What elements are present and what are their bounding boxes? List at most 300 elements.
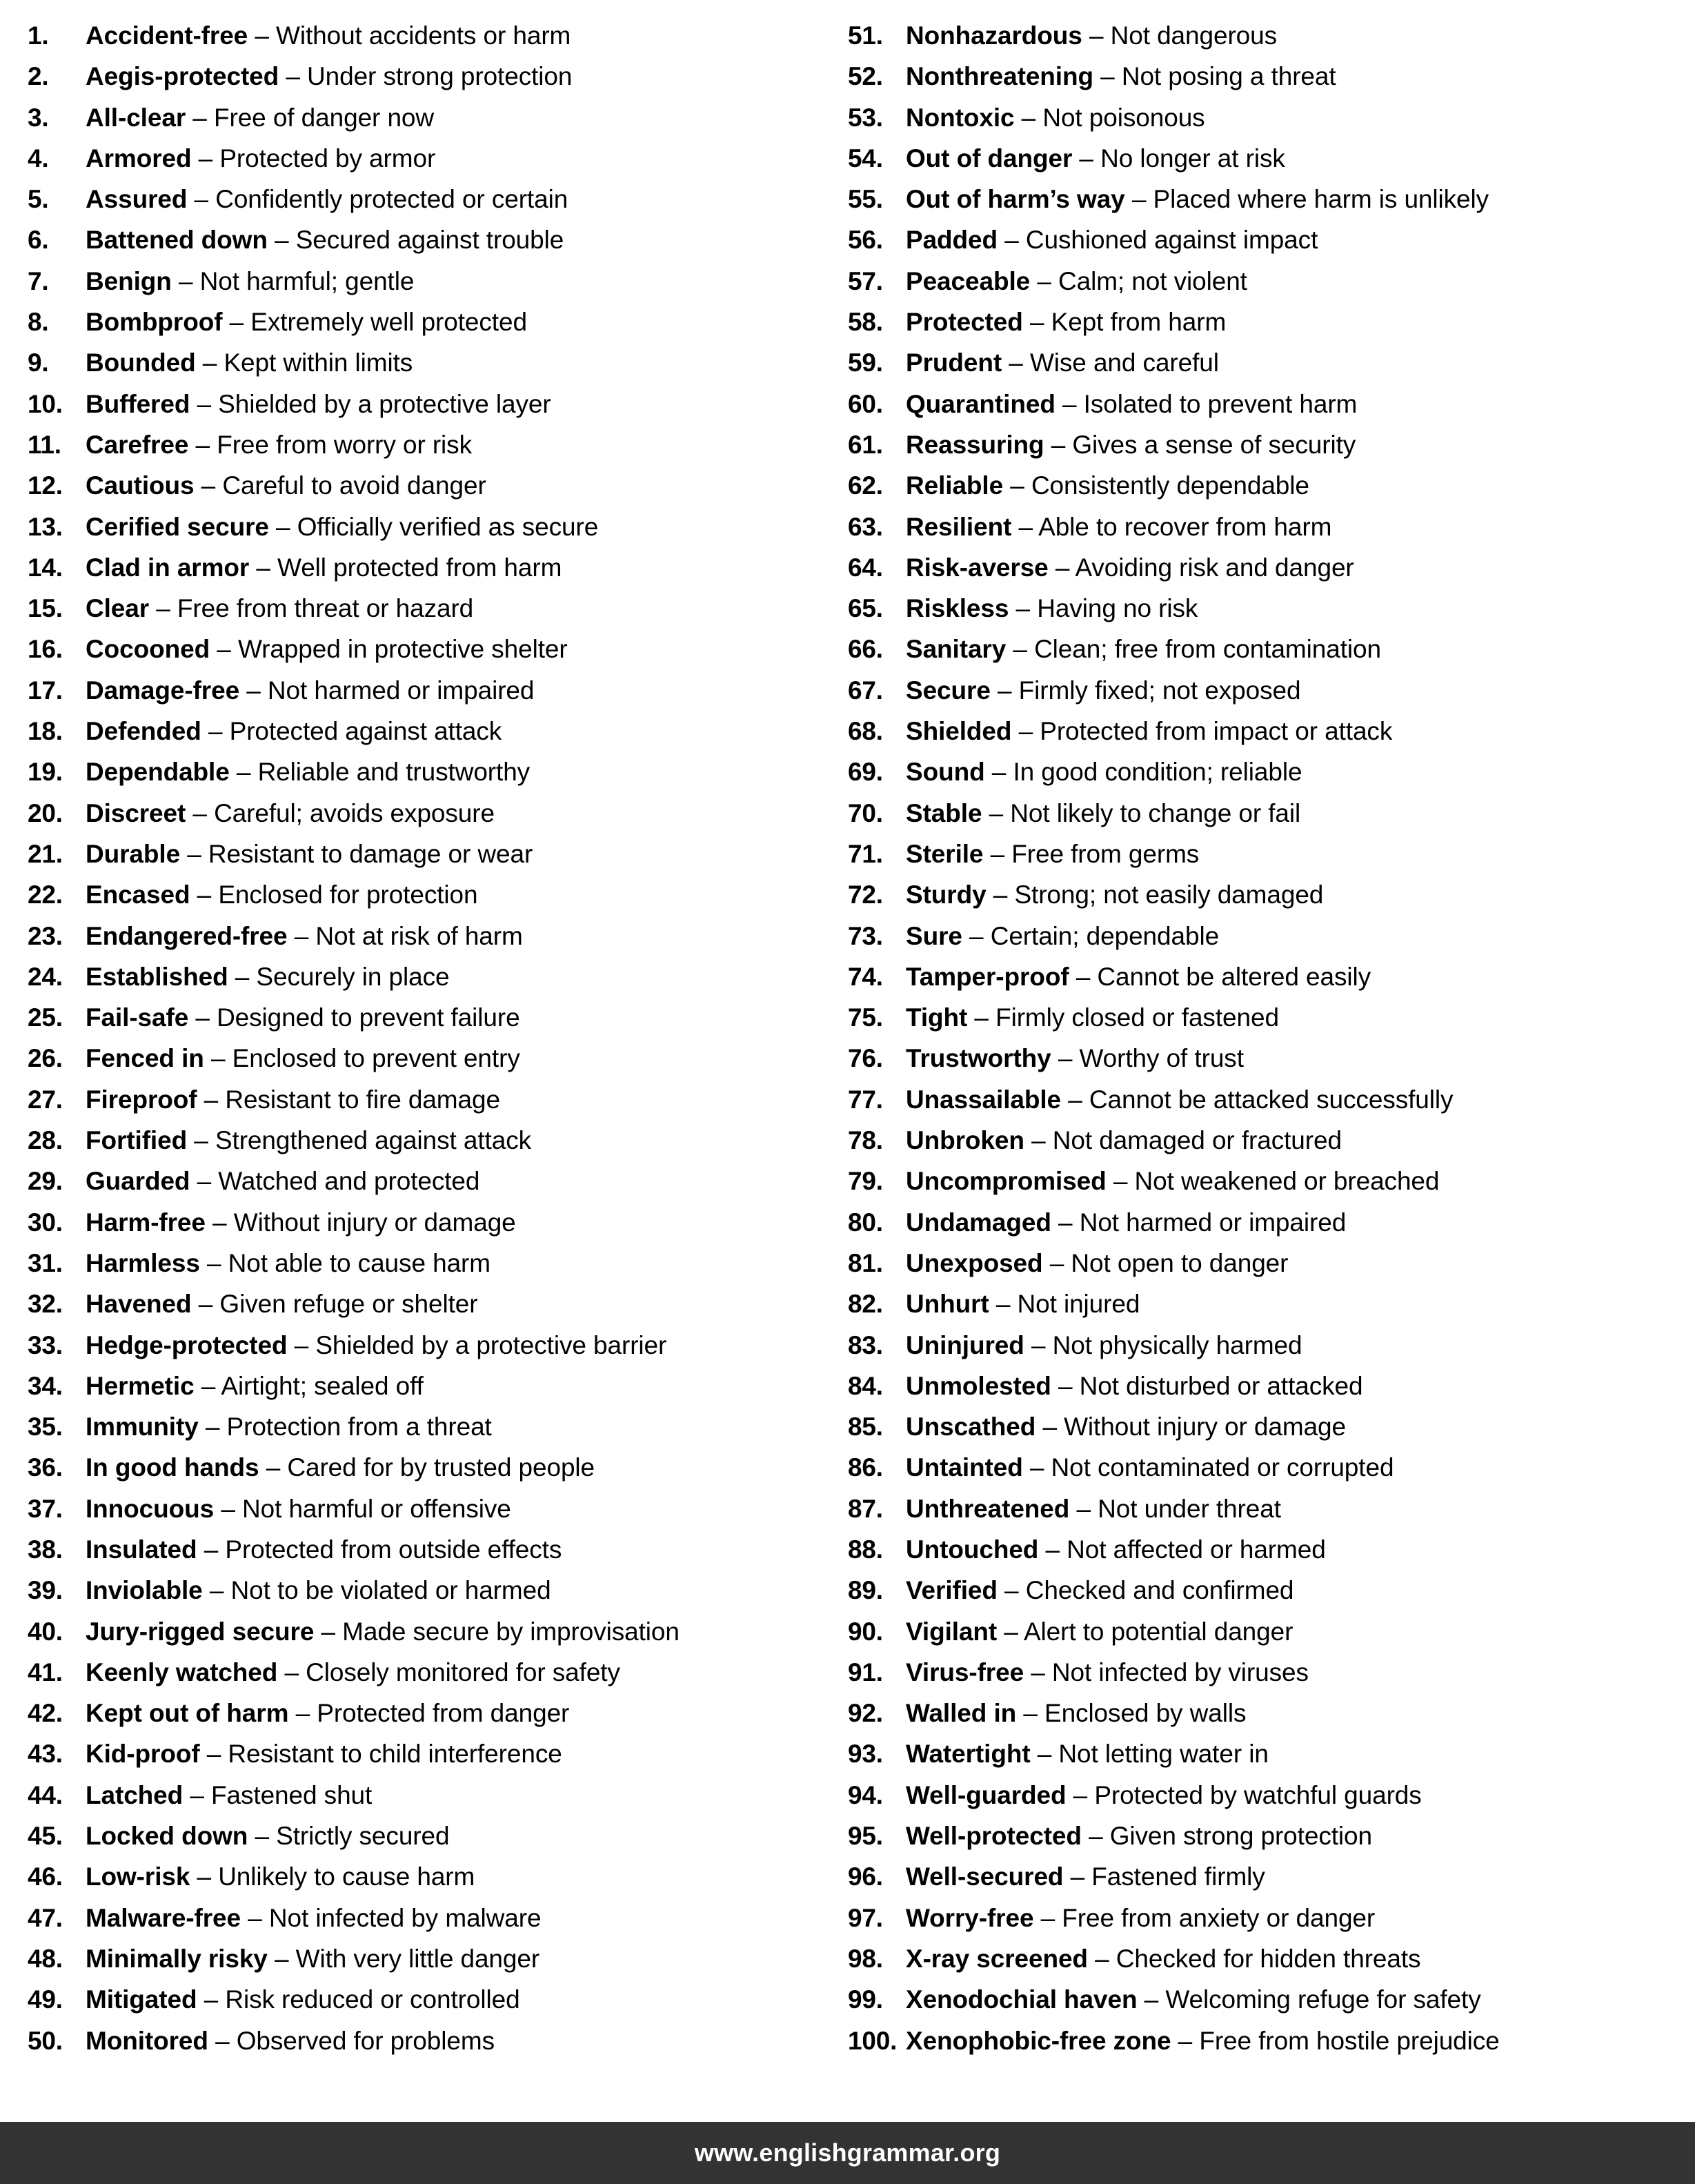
- list-item-term: Resilient: [906, 512, 1012, 541]
- list-item: [848, 1856, 1694, 1897]
- list-item: [848, 629, 1694, 669]
- list-item-body: [86, 751, 530, 792]
- list-item-dash: –: [149, 594, 177, 623]
- list-item-dash: –: [989, 1290, 1018, 1319]
- list-item-number: 7.: [28, 266, 49, 295]
- list-item-dash: –: [314, 1617, 343, 1646]
- list-item-number: 6.: [28, 226, 49, 255]
- list-item-body: [906, 179, 1489, 219]
- list-item-number: 17.: [28, 676, 63, 705]
- list-item-term: Quarantined: [906, 389, 1055, 418]
- list-item: [28, 1856, 847, 1897]
- list-item-number: 41.: [28, 1657, 63, 1686]
- list-item-term: Fireproof: [86, 1085, 197, 1114]
- list-item: [848, 547, 1694, 588]
- list-item: [28, 179, 847, 219]
- list-item-number: 51.: [848, 21, 883, 50]
- list-item-number: 14.: [28, 553, 63, 582]
- list-item-dash: –: [228, 962, 257, 991]
- list-item: [848, 1366, 1694, 1406]
- list-item-number: 81.: [848, 1248, 883, 1277]
- list-item-term: Defended: [86, 717, 201, 746]
- list-item-dash: –: [962, 921, 991, 950]
- list-item-dash: –: [1033, 1903, 1062, 1932]
- list-item-definition: Free of danger now: [213, 103, 435, 132]
- list-item-dash: –: [1030, 266, 1058, 295]
- list-item-number: 74.: [848, 962, 883, 991]
- list-item-definition: Not weakened or breached: [1134, 1167, 1440, 1196]
- list-item-dash: –: [248, 21, 276, 50]
- list-item-body: [906, 465, 1309, 506]
- list-item-dash: –: [187, 185, 216, 214]
- list-item-body: [86, 1979, 520, 2020]
- list-item-term: Malware-free: [86, 1903, 241, 1932]
- list-item-term: Uncompromised: [906, 1167, 1107, 1196]
- list-item: [28, 138, 847, 179]
- list-item-term: Clear: [86, 594, 150, 623]
- list-item-term: All-clear: [86, 103, 186, 132]
- list-item-term: Clad in armor: [86, 553, 250, 582]
- list-item-dash: –: [197, 1985, 226, 2014]
- list-item-definition: No longer at risk: [1100, 144, 1285, 173]
- list-item-definition: Reliable and trustworthy: [257, 758, 531, 787]
- list-item-body: [86, 97, 434, 138]
- list-item: [28, 1529, 847, 1570]
- list-item-number: 19.: [28, 758, 63, 787]
- list-item-term: Watertight: [906, 1740, 1031, 1769]
- list-item-body: [906, 751, 1302, 792]
- list-item-dash: –: [1002, 348, 1030, 377]
- list-item-body: [906, 1120, 1342, 1161]
- list-item: [28, 751, 847, 792]
- list-item-term: Innocuous: [86, 1494, 215, 1523]
- list-item-number: 18.: [28, 717, 63, 746]
- list-item-number: 55.: [848, 185, 883, 214]
- list-item-term: Nontoxic: [906, 103, 1015, 132]
- list-item-number: 72.: [848, 881, 883, 909]
- list-item-number: 45.: [28, 1822, 63, 1851]
- list-item: [28, 302, 847, 342]
- list-item-definition: Wise and careful: [1029, 348, 1219, 377]
- list-item: [848, 1406, 1694, 1447]
- list-item-number: 38.: [28, 1535, 63, 1564]
- list-item: [848, 1120, 1694, 1161]
- list-item: [848, 56, 1694, 97]
- list-item-number: 40.: [28, 1617, 63, 1646]
- list-item-number: 70.: [848, 798, 883, 827]
- list-item-dash: –: [1069, 962, 1098, 991]
- list-item-term: Out of danger: [906, 144, 1073, 173]
- list-item-body: [906, 1693, 1246, 1733]
- list-item-number: 30.: [28, 1208, 63, 1237]
- list-item-term: Minimally risky: [86, 1944, 268, 1973]
- list-item-term: Untouched: [906, 1535, 1039, 1564]
- list-item: [848, 793, 1694, 834]
- list-item-definition: Given refuge or shelter: [219, 1290, 478, 1319]
- list-item-dash: –: [204, 1044, 232, 1073]
- list-item: [28, 1120, 847, 1161]
- list-item-dash: –: [186, 103, 214, 132]
- list-item-term: Jury-rigged secure: [86, 1617, 315, 1646]
- list-item-number: 9.: [28, 348, 49, 377]
- list-item-number: 58.: [848, 308, 883, 337]
- list-item-body: [906, 1406, 1346, 1447]
- list-item-body: [86, 1079, 500, 1120]
- list-item: [28, 219, 847, 260]
- list-item-dash: –: [1051, 1371, 1080, 1400]
- list-item-dash: –: [1014, 103, 1043, 132]
- list-item-term: Sound: [906, 758, 985, 787]
- list-item: [28, 1775, 847, 1816]
- list-item-number: 52.: [848, 62, 883, 91]
- list-item-number: 63.: [848, 512, 883, 541]
- list-item-body: [906, 384, 1357, 424]
- list-item: [28, 1693, 847, 1733]
- list-item-term: Nonthreatening: [906, 62, 1093, 91]
- list-item-definition: Extremely well protected: [250, 308, 527, 337]
- list-item-dash: –: [1081, 1822, 1110, 1851]
- list-item: [28, 342, 847, 383]
- list-item-body: [86, 1856, 475, 1897]
- list-item-body: [906, 1079, 1453, 1120]
- list-item-dash: –: [201, 717, 230, 746]
- list-item: [848, 506, 1694, 547]
- list-item-body: [906, 956, 1371, 997]
- list-item-body: [86, 1938, 539, 1979]
- list-item-number: 99.: [848, 1985, 883, 2014]
- list-item-definition: Resistant to fire damage: [225, 1085, 500, 1114]
- list-item-term: Untainted: [906, 1453, 1023, 1482]
- list-item: [848, 916, 1694, 956]
- list-item-body: [906, 1898, 1375, 1938]
- list-item-body: [906, 1529, 1326, 1570]
- list-item-dash: –: [191, 144, 220, 173]
- list-item-dash: –: [1009, 594, 1038, 623]
- list-item-number: 71.: [848, 839, 883, 868]
- list-item-dash: –: [1055, 389, 1084, 418]
- list-item-definition: Protected from danger: [317, 1699, 570, 1728]
- list-item-definition: Protection from a threat: [226, 1413, 492, 1442]
- list-item-definition: Cared for by trusted people: [287, 1453, 595, 1482]
- list-item-definition: Protected by armor: [219, 144, 436, 173]
- list-item-definition: Observed for problems: [236, 2026, 495, 2055]
- list-item-definition: Calm; not violent: [1058, 266, 1247, 295]
- list-item: [28, 1447, 847, 1488]
- list-item-dash: –: [190, 1862, 219, 1891]
- list-item-number: 67.: [848, 676, 883, 705]
- list-item: [28, 1079, 847, 1120]
- list-item-definition: Alert to potential danger: [1023, 1617, 1293, 1646]
- list-item-body: [86, 1447, 595, 1488]
- list-item: [848, 956, 1694, 997]
- list-item-dash: –: [984, 758, 1013, 787]
- list-column-left: [0, 15, 847, 2122]
- list-item-definition: Enclosed by walls: [1044, 1699, 1247, 1728]
- list-item-number: 5.: [28, 185, 49, 214]
- list-item-number: 48.: [28, 1944, 63, 1973]
- list-item-definition: Resistant to damage or wear: [208, 839, 533, 868]
- list-item: [28, 1733, 847, 1774]
- list-item-body: [906, 97, 1205, 138]
- list-item-term: Fortified: [86, 1126, 188, 1155]
- list-item-definition: Given strong protection: [1109, 1822, 1372, 1851]
- list-item-number: 75.: [848, 1003, 883, 1032]
- list-item-term: In good hands: [86, 1453, 259, 1482]
- list-item-term: Out of harm’s way: [906, 185, 1125, 214]
- list-item: [28, 1652, 847, 1693]
- list-item-term: Low-risk: [86, 1862, 190, 1891]
- list-item-term: Tight: [906, 1003, 968, 1032]
- list-item-dash: –: [197, 1085, 226, 1114]
- list-item: [28, 1038, 847, 1079]
- list-item-number: 34.: [28, 1371, 63, 1400]
- list-item-number: 94.: [848, 1780, 883, 1809]
- list-item-definition: Well protected from harm: [277, 553, 562, 582]
- list-item-dash: –: [249, 553, 278, 582]
- list-item-body: [906, 1038, 1244, 1079]
- list-item-definition: Clean; free from contamination: [1034, 635, 1381, 664]
- list-item-definition: Isolated to prevent harm: [1083, 389, 1358, 418]
- list-item-body: [86, 1120, 531, 1161]
- list-item-term: Well-protected: [906, 1822, 1082, 1851]
- list-item-body: [86, 1038, 520, 1079]
- list-item-number: 96.: [848, 1862, 883, 1891]
- list-item-dash: –: [279, 62, 307, 91]
- list-item-term: Kid-proof: [86, 1740, 200, 1769]
- list-item-number: 80.: [848, 1208, 883, 1237]
- list-item-body: [906, 1570, 1293, 1611]
- list-item-body: [906, 342, 1219, 383]
- list-item-definition: Firmly closed or fastened: [995, 1003, 1279, 1032]
- list-item-body: [86, 1202, 516, 1243]
- list-item-definition: Not poisonous: [1042, 103, 1205, 132]
- list-item-number: 4.: [28, 144, 49, 173]
- list-item-number: 28.: [28, 1126, 63, 1155]
- list-item-body: [86, 1570, 551, 1611]
- list-item-body: [906, 1243, 1288, 1283]
- list-item-term: Monitored: [86, 2026, 208, 2055]
- list-item-term: Armored: [86, 144, 192, 173]
- list-item-definition: Without injury or damage: [1064, 1413, 1347, 1442]
- list-item-body: [906, 1611, 1293, 1652]
- list-item-term: Shielded: [906, 717, 1012, 746]
- list-item-number: 64.: [848, 553, 883, 582]
- list-item: [28, 424, 847, 465]
- list-item-definition: Certain; dependable: [990, 921, 1220, 950]
- list-item-dash: –: [1016, 1699, 1044, 1728]
- list-item-definition: Firmly fixed; not exposed: [1018, 676, 1301, 705]
- list-item: [28, 1938, 847, 1979]
- list-item-dash: –: [229, 758, 258, 787]
- list-item-dash: –: [198, 1413, 227, 1442]
- list-item-definition: Not injured: [1017, 1290, 1140, 1319]
- list-item-term: Established: [86, 962, 228, 991]
- list-item-body: [906, 1202, 1346, 1243]
- list-item-body: [86, 1816, 449, 1856]
- list-item-term: Unassailable: [906, 1085, 1062, 1114]
- list-item-body: [906, 547, 1354, 588]
- list-item-term: Prudent: [906, 348, 1002, 377]
- list-item-body: [906, 629, 1381, 669]
- list-item-definition: Protected from outside effects: [225, 1535, 562, 1564]
- list-item-term: Bombproof: [86, 308, 223, 337]
- list-item-body: [906, 1447, 1394, 1488]
- list-item-definition: Not likely to change or fail: [1010, 798, 1301, 827]
- list-item-term: Bounded: [86, 348, 196, 377]
- list-item-number: 15.: [28, 594, 63, 623]
- list-item-number: 44.: [28, 1780, 63, 1809]
- list-item-number: 79.: [848, 1167, 883, 1196]
- list-item-definition: Free from hostile prejudice: [1199, 2026, 1500, 2055]
- list-item-dash: –: [239, 676, 268, 705]
- list-item-body: [86, 179, 568, 219]
- list-item-dash: –: [202, 1576, 231, 1605]
- list-item: [848, 1202, 1694, 1243]
- list-item-dash: –: [180, 839, 208, 868]
- list-item: [848, 97, 1694, 138]
- list-item-definition: Kept from harm: [1051, 308, 1227, 337]
- list-item-term: Secure: [906, 676, 991, 705]
- list-item-term: Carefree: [86, 430, 189, 459]
- list-item-number: 62.: [848, 471, 883, 500]
- list-item-body: [906, 1856, 1265, 1897]
- list-item-body: [906, 261, 1247, 302]
- list-item-term: Unthreatened: [906, 1494, 1070, 1523]
- list-item-term: Protected: [906, 308, 1023, 337]
- list-item-number: 68.: [848, 717, 883, 746]
- list-item: [28, 261, 847, 302]
- list-item-dash: –: [1093, 62, 1122, 91]
- list-item-number: 92.: [848, 1699, 883, 1728]
- list-item-body: [86, 1693, 569, 1733]
- list-item-definition: Not dangerous: [1110, 21, 1278, 50]
- list-item-body: [86, 629, 568, 669]
- list-item-dash: –: [1066, 1780, 1095, 1809]
- list-item-term: Fail-safe: [86, 1003, 189, 1032]
- list-item-dash: –: [1051, 1208, 1080, 1237]
- list-item-dash: –: [1024, 1657, 1052, 1686]
- list-item-body: [86, 138, 435, 179]
- list-item-term: Tamper-proof: [906, 962, 1069, 991]
- list-item-term: Sanitary: [906, 635, 1007, 664]
- list-item-term: Harmless: [86, 1248, 200, 1277]
- list-item-definition: Checked for hidden threats: [1116, 1944, 1421, 1973]
- list-item-body: [906, 506, 1331, 547]
- list-item-definition: Shielded by a protective barrier: [315, 1330, 667, 1359]
- list-item-term: Latched: [86, 1780, 184, 1809]
- list-item-dash: –: [986, 881, 1015, 909]
- list-item-body: [906, 834, 1199, 874]
- list-item-definition: Fastened shut: [211, 1780, 373, 1809]
- list-item-body: [86, 261, 414, 302]
- list-item-number: 47.: [28, 1903, 63, 1932]
- list-item: [848, 302, 1694, 342]
- list-item-body: [86, 874, 477, 915]
- list-item-number: 77.: [848, 1085, 883, 1114]
- list-item-term: Benign: [86, 266, 172, 295]
- list-item-body: [86, 342, 413, 383]
- list-item: [848, 384, 1694, 424]
- list-item-definition: In good condition; reliable: [1013, 758, 1302, 787]
- list-item: [28, 15, 847, 56]
- list-item-body: [86, 834, 533, 874]
- list-item-number: 20.: [28, 798, 63, 827]
- list-item-number: 53.: [848, 103, 883, 132]
- list-item: [848, 465, 1694, 506]
- list-item: [848, 179, 1694, 219]
- list-item: [28, 1283, 847, 1324]
- list-item-definition: Shielded by a protective layer: [218, 389, 551, 418]
- list-item-definition: Without injury or damage: [233, 1208, 516, 1237]
- list-item-definition: Not able to cause harm: [228, 1248, 490, 1277]
- list-item-term: Padded: [906, 226, 998, 255]
- list-item-definition: Secured against trouble: [295, 226, 564, 255]
- list-item-dash: –: [1061, 1085, 1089, 1114]
- list-item-number: 61.: [848, 430, 883, 459]
- list-item-body: [86, 1161, 479, 1201]
- list-item-body: [86, 302, 527, 342]
- list-item: [28, 874, 847, 915]
- list-item-number: 31.: [28, 1248, 63, 1277]
- list-item-term: Fenced in: [86, 1044, 204, 1073]
- list-item-number: 65.: [848, 594, 883, 623]
- list-item-dash: –: [214, 1494, 242, 1523]
- list-item-definition: Cushioned against impact: [1025, 226, 1318, 255]
- list-item-number: 50.: [28, 2026, 63, 2055]
- list-item: [28, 506, 847, 547]
- list-item-definition: Protected against attack: [229, 717, 502, 746]
- list-item-body: [86, 1243, 490, 1283]
- list-item-definition: Protected from impact or attack: [1040, 717, 1393, 746]
- list-item-dash: –: [190, 1167, 219, 1196]
- list-item-definition: Cannot be attacked successfully: [1089, 1085, 1454, 1114]
- list-item: [848, 997, 1694, 1038]
- list-item-dash: –: [171, 266, 200, 295]
- list-item-dash: –: [997, 1617, 1024, 1646]
- list-item-definition: Checked and confirmed: [1025, 1576, 1294, 1605]
- list-item-dash: –: [288, 1699, 317, 1728]
- list-item-body: [86, 219, 564, 260]
- footer-website-label: www.englishgrammar.org: [694, 2138, 1001, 2167]
- list-item-definition: Resistant to child interference: [228, 1740, 562, 1769]
- list-item-definition: Not under threat: [1098, 1494, 1281, 1523]
- list-item-number: 97.: [848, 1903, 883, 1932]
- list-item-body: [86, 1733, 562, 1774]
- list-item-body: [906, 874, 1323, 915]
- list-item-term: Cautious: [86, 471, 195, 500]
- list-item-term: Damage-free: [86, 676, 240, 705]
- list-item: [28, 465, 847, 506]
- list-item-number: 2.: [28, 62, 49, 91]
- list-item-definition: Careful to avoid danger: [222, 471, 486, 500]
- list-item-number: 95.: [848, 1822, 883, 1851]
- list-item-number: 11.: [28, 430, 61, 459]
- list-item-term: Unexposed: [906, 1248, 1043, 1277]
- list-item-term: Xenophobic-free zone: [906, 2026, 1171, 2055]
- list-item-number: 23.: [28, 921, 63, 950]
- list-item: [848, 1243, 1694, 1283]
- list-item-dash: –: [268, 512, 297, 541]
- list-item-number: 10.: [28, 389, 63, 418]
- list-item-dash: –: [199, 1740, 228, 1769]
- list-item-definition: Cannot be altered easily: [1097, 962, 1371, 991]
- list-item-term: Keenly watched: [86, 1657, 278, 1686]
- list-item-dash: –: [1024, 1126, 1053, 1155]
- list-item-dash: –: [1011, 717, 1040, 746]
- list-item-definition: Consistently dependable: [1031, 471, 1309, 500]
- list-item: [848, 1733, 1694, 1774]
- list-item-definition: Able to recover from harm: [1038, 512, 1332, 541]
